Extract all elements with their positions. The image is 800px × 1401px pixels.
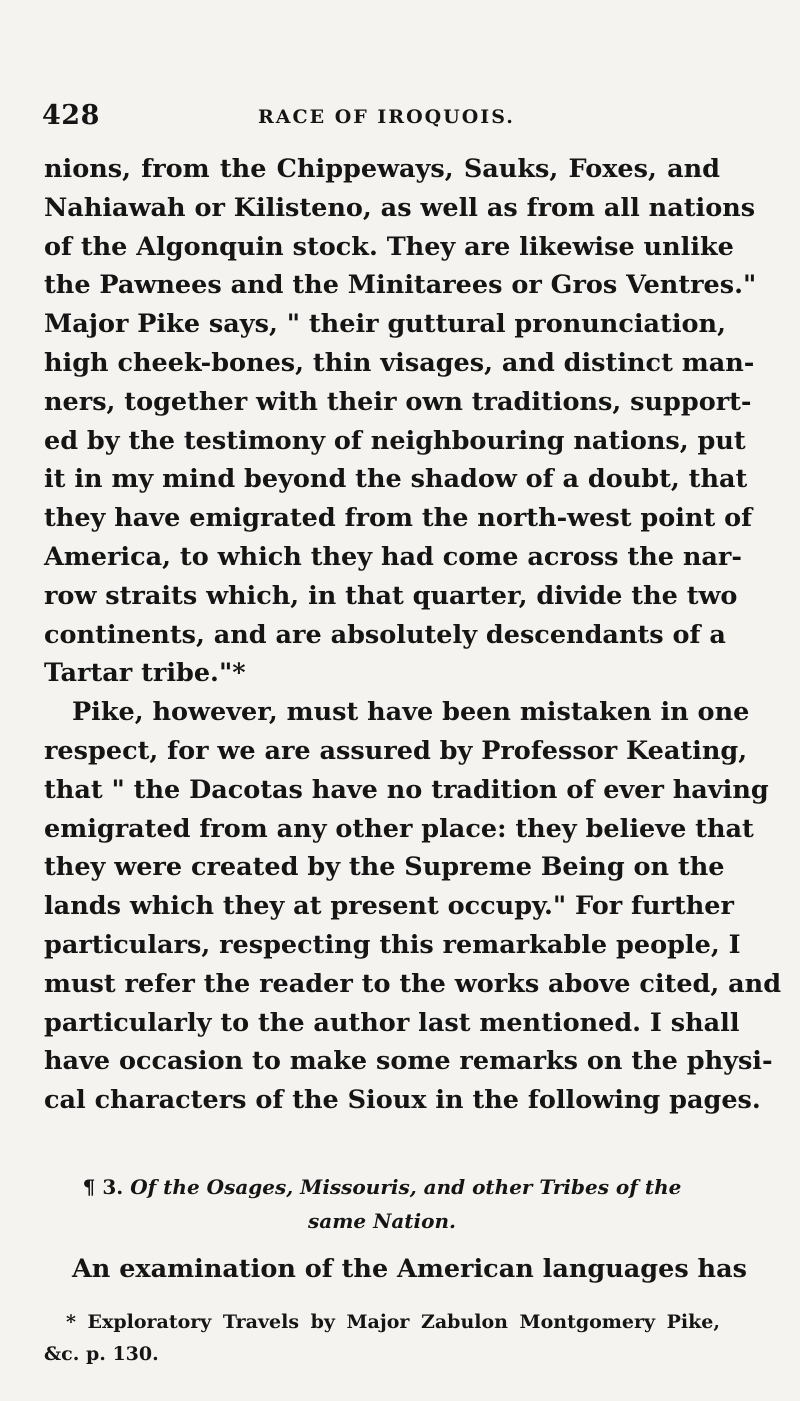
section-heading-line-1 bbox=[64, 1170, 700, 1204]
text-line: row straits which, in that quarter, divide the two bbox=[44, 580, 738, 611]
text-line: ed by the testimony of neighbouring nations, put bbox=[44, 425, 746, 456]
text-line: the Pawnees and the Minitarees or Gros Ventres." bbox=[44, 270, 757, 301]
text-line: it in my mind beyond the shadow of a doubt, that bbox=[44, 464, 748, 495]
text-line: Nahiawah or Kilisteno, as well as from all nations bbox=[44, 192, 756, 223]
paragraph-start-line: An examination of the American languages has bbox=[72, 1254, 747, 1284]
body-text-continued bbox=[44, 1250, 747, 1289]
text-line: Major Pike says, " their guttural pronunciation, bbox=[44, 309, 726, 340]
text-line: nions, from the Chippeways, Sauks, Foxes, and bbox=[44, 154, 720, 184]
section-title-line-1: Of the Osages, Missouris, and other Tribes of the bbox=[130, 1175, 682, 1199]
paragraph-start-line: Pike, however, must have been mistaken in one bbox=[72, 697, 750, 728]
footnote-line-1: * Exploratory Travels by Major Zabulon Montgomery Pike, bbox=[66, 1311, 720, 1333]
section-heading bbox=[64, 1170, 700, 1238]
footnote bbox=[44, 1306, 720, 1370]
text-line: respect, for we are assured by Professor Keating, bbox=[44, 735, 748, 766]
footnote-line-2: &c. p. 130. bbox=[44, 1343, 159, 1365]
running-title: RACE OF IROQUOIS. bbox=[258, 106, 515, 128]
text-line: must refer the reader to the works above cited, and bbox=[44, 968, 782, 999]
text-line: lands which they at present occupy." For further bbox=[44, 891, 734, 922]
body-text bbox=[44, 150, 782, 1120]
running-head bbox=[42, 100, 732, 140]
text-line: of the Algonquin stock. They are likewise unlike bbox=[44, 231, 734, 262]
text-line: have occasion to make some remarks on the physi- bbox=[44, 1046, 773, 1077]
paragraph-end-line: Tartar tribe."* bbox=[44, 658, 246, 689]
text-line: particulars, respecting this remarkable people, I bbox=[44, 929, 741, 960]
page-number: 428 bbox=[42, 100, 100, 131]
text-line: particularly to the author last mentioned. I shall bbox=[44, 1007, 740, 1038]
text-line: that " the Dacotas have no tradition of ever having bbox=[44, 774, 769, 805]
section-mark: ¶ 3. bbox=[82, 1175, 124, 1199]
text-line: high cheek-bones, thin visages, and distinct man- bbox=[44, 347, 755, 378]
text-line: they were created by the Supreme Being on the bbox=[44, 852, 725, 883]
text-line: they have emigrated from the north-west point of bbox=[44, 503, 753, 534]
text-line: emigrated from any other place: they believe that bbox=[44, 813, 754, 844]
text-line: cal characters of the Sioux in the following pages. bbox=[44, 1085, 761, 1116]
text-line: continents, and are absolutely descendants of a bbox=[44, 619, 726, 650]
text-line: ners, together with their own traditions, support- bbox=[44, 386, 752, 417]
section-title-line-2: same Nation. bbox=[308, 1209, 456, 1233]
text-line: America, to which they had come across the nar- bbox=[44, 541, 742, 572]
